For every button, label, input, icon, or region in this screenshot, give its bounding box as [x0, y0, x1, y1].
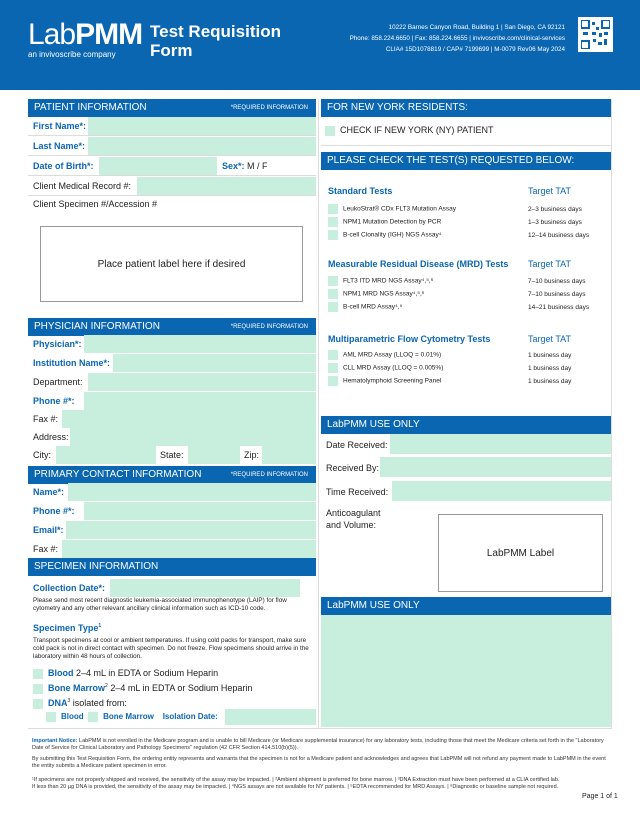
received-by-label: Received By: [326, 463, 380, 473]
physician-section-header: PHYSICIAN INFORMATION *REQUIRED INFORMATION [28, 318, 316, 336]
received-by-field[interactable] [380, 457, 611, 477]
submission-notice: By submitting this Test Requisition Form, the ordering entity represents and warrants that the specimen is not for a Medicare patient and acknowledges and agrees that LabPMM will not refund any payment made to LabPMM in the event the entity submits a Medicare patient specimen in error. [32, 756, 606, 769]
state-field[interactable] [188, 446, 240, 464]
dob-field[interactable] [99, 157, 217, 175]
institution-label: Institution Name*: [33, 358, 111, 368]
institution-field[interactable] [113, 354, 316, 372]
lab-use-header: LabPMM USE ONLY [321, 416, 611, 434]
tat-value: 1–3 business days [528, 219, 582, 226]
standard-tests-title: Standard Tests [328, 186, 393, 196]
physician-label: Physician*: [33, 339, 82, 349]
contact-fax-label: Fax #: [33, 544, 59, 554]
date-received-label: Date Received: [326, 440, 388, 450]
test-hemato-panel: Hematolymphoid Screening Panel [328, 376, 441, 386]
test-checkbox[interactable] [328, 289, 338, 299]
test-aml-mrd: AML MRD Assay (LLOQ = 0.01%) [328, 350, 441, 360]
test-igh-ngs: B-cell Clonality (IGH) NGS Assay⁴ [328, 230, 442, 240]
department-field[interactable] [88, 373, 316, 391]
physician-phone-label: Phone #*: [33, 396, 75, 406]
tat-value: 12–14 business days [528, 232, 590, 239]
last-name-field[interactable] [88, 137, 316, 155]
first-name-field[interactable] [88, 117, 316, 135]
contact-email-label: Email*: [33, 525, 64, 535]
ny-patient-option: CHECK IF NEW YORK (NY) PATIENT [325, 125, 494, 136]
tat-value: 7–10 business days [528, 291, 586, 298]
footnotes: ¹If specimens are not properly shipped and received, the sensitivity of the assay may be impacted. | ²Ambient shipment is preferred for bone marrow. | ³DNA Extraction must have been performed at a CLIA certified lab. If less than 20 µg DNA is provided, the sensitivity of the assay may be impacted. | ⁴NGS assays are not available for NY patients. | ⁵EDTA recommended for MRD Assays. | ⁶Diagnostic or baseline sample not required. [32, 777, 560, 790]
tat-value: 14–21 business days [528, 304, 590, 311]
test-flt3-cdx: LeukoStrat® CDx FLT3 Mutation Assay [328, 204, 456, 214]
lab-use-2-header: LabPMM USE ONLY [321, 597, 611, 615]
first-name-label: First Name*: [33, 121, 87, 131]
blood-checkbox[interactable] [33, 669, 43, 679]
address-field[interactable] [70, 428, 316, 446]
dna-source-row: Blood Bone Marrow Isolation Date: [46, 712, 218, 722]
standard-tat-header: Target TAT [528, 186, 572, 196]
test-checkbox[interactable] [328, 376, 338, 386]
lab-address: 10222 Barnes Canyon Road, Building 1 | San Diego, CA 92121 Phone: 858.224.6650 | Fax: 858.224.6655 | invivoscribe.com/clinical-services CLIA# 15D1078819 / CAP# 7199699 | M-0079 Rev06 May 2024 [349, 24, 565, 53]
test-checkbox[interactable] [328, 217, 338, 227]
important-notice: Important Notice: LabPMM is not enrolled in the Medicare program and is unable to bill Medicare (or Medicare supplemental insurance) for any laboratory tests, including those that meet the Medicare criteria set forth in the "Laboratory Date of Service for Clinical Laboratory and Pathology Specimens" regulation (42 CFR Section 414.510(b)(5)). [32, 738, 604, 751]
dna-bm-checkbox[interactable] [88, 712, 98, 722]
mrd-tests-title: Measurable Residual Disease (MRD) Tests [328, 259, 509, 269]
test-npm1-pcr: NPM1 Mutation Detection by PCR [328, 217, 441, 227]
patient-section-header: PATIENT INFORMATION *REQUIRED INFORMATION [28, 99, 316, 117]
city-field[interactable] [56, 446, 156, 464]
blood-option: Blood 2–4 mL in EDTA or Sodium Heparin [33, 668, 218, 679]
test-checkbox[interactable] [328, 204, 338, 214]
tat-value: 7–10 business days [528, 278, 586, 285]
ny-section-header: FOR NEW YORK RESIDENTS: [321, 99, 611, 117]
logo-subtitle: an invivoscribe company [28, 50, 116, 59]
contact-phone-label: Phone #*: [33, 506, 75, 516]
laip-note: Please send most recent diagnostic leukemia-associated immunophenotype (LAIP) for flow cytometry and any other relevant ancillary clinical information such as ICD-10 code. [33, 597, 287, 612]
physician-fax-label: Fax #: [33, 414, 59, 424]
bone-marrow-option: Bone Marrow$^2$ 2–4 mL in EDTA or Sodium Heparin [33, 683, 252, 694]
dna-checkbox[interactable] [33, 699, 43, 709]
collection-date-label: Collection Date*: [33, 583, 106, 593]
labpmm-logo: LabPMM [28, 18, 143, 51]
patient-label-box: Place patient label here if desired [40, 226, 303, 302]
isolation-date-field[interactable] [225, 709, 316, 725]
time-received-label: Time Received: [326, 487, 389, 497]
state-label: State: [160, 450, 184, 460]
page-number: Page 1 of 1 [582, 793, 618, 800]
bone-marrow-checkbox[interactable] [33, 684, 43, 694]
city-label: City: [33, 450, 51, 460]
test-flt3-mrd: FLT3 ITD MRD NGS Assay⁴,⁵,⁶ [328, 276, 433, 286]
specimen-accession-label: Client Specimen #/Accession # [33, 199, 158, 209]
test-checkbox[interactable] [328, 230, 338, 240]
ny-patient-checkbox[interactable] [325, 126, 335, 136]
test-npm1-mrd: NPM1 MRD NGS Assay⁴,⁵,⁶ [328, 289, 424, 299]
mrn-field[interactable] [137, 177, 316, 195]
test-checkbox[interactable] [328, 363, 338, 373]
address-label: Address: [33, 432, 69, 442]
test-checkbox[interactable] [328, 302, 338, 312]
lab-use-area[interactable] [321, 615, 611, 727]
contact-name-label: Name*: [33, 487, 65, 497]
dob-label: Date of Birth*: [33, 161, 94, 171]
transport-note: Transport specimens at cool or ambient temperatures. If using cold packs for transport, make sure cold pack is not in direct contact with specimen. Do not freeze. Flow specimens should arrive in the laboratory within 48 hours of collection. [33, 637, 309, 660]
time-received-field[interactable] [392, 481, 611, 501]
department-label: Department: [33, 377, 83, 387]
specimen-section-header: SPECIMEN INFORMATION [28, 558, 316, 576]
mrd-tat-header: Target TAT [528, 259, 572, 269]
date-received-field[interactable] [390, 434, 611, 454]
contact-fax-field[interactable] [62, 540, 316, 558]
test-checkbox[interactable] [328, 276, 338, 286]
last-name-label: Last Name*: [33, 141, 86, 151]
specimen-type-label: Specimen Type$^1$ [33, 623, 102, 633]
mrn-label: Client Medical Record #: [33, 181, 132, 191]
sex-label: Sex*: M / F [222, 161, 268, 171]
header [0, 0, 640, 90]
tat-value: 2–3 business days [528, 206, 582, 213]
dna-blood-checkbox[interactable] [46, 712, 56, 722]
contact-section-header: PRIMARY CONTACT INFORMATION *REQUIRED INFORMATION [28, 466, 316, 484]
zip-label: Zip: [244, 450, 260, 460]
physician-fax-field[interactable] [62, 410, 316, 428]
contact-phone-field[interactable] [84, 502, 316, 520]
tat-value: 1 business day [528, 352, 572, 359]
zip-field[interactable] [262, 446, 316, 464]
labpmm-label-box: LabPMM Label [438, 514, 603, 592]
tat-value: 1 business day [528, 365, 572, 372]
contact-name-field[interactable] [68, 483, 316, 501]
anticoagulant-label: Anticoagulant and Volume: [326, 508, 381, 530]
physician-phone-field[interactable] [84, 392, 316, 410]
contact-email-field[interactable] [66, 521, 316, 539]
tat-value: 1 business day [528, 378, 572, 385]
qr-code-icon [578, 17, 613, 52]
flow-tests-title: Multiparametric Flow Cytometry Tests [328, 334, 491, 344]
collection-date-field[interactable] [110, 579, 300, 597]
flow-tat-header: Target TAT [528, 334, 572, 344]
test-cll-mrd: CLL MRD Assay (LLOQ = 0.005%) [328, 363, 443, 373]
form-title: Test Requisition Form [150, 22, 281, 60]
physician-field[interactable] [84, 335, 316, 353]
dna-option: DNA$^3$ isolated from: [33, 698, 127, 709]
test-bcell-mrd: B-cell MRD Assay⁴,⁵ [328, 302, 402, 312]
tests-section-header: PLEASE CHECK THE TEST(S) REQUESTED BELOW: [321, 152, 611, 170]
test-checkbox[interactable] [328, 350, 338, 360]
